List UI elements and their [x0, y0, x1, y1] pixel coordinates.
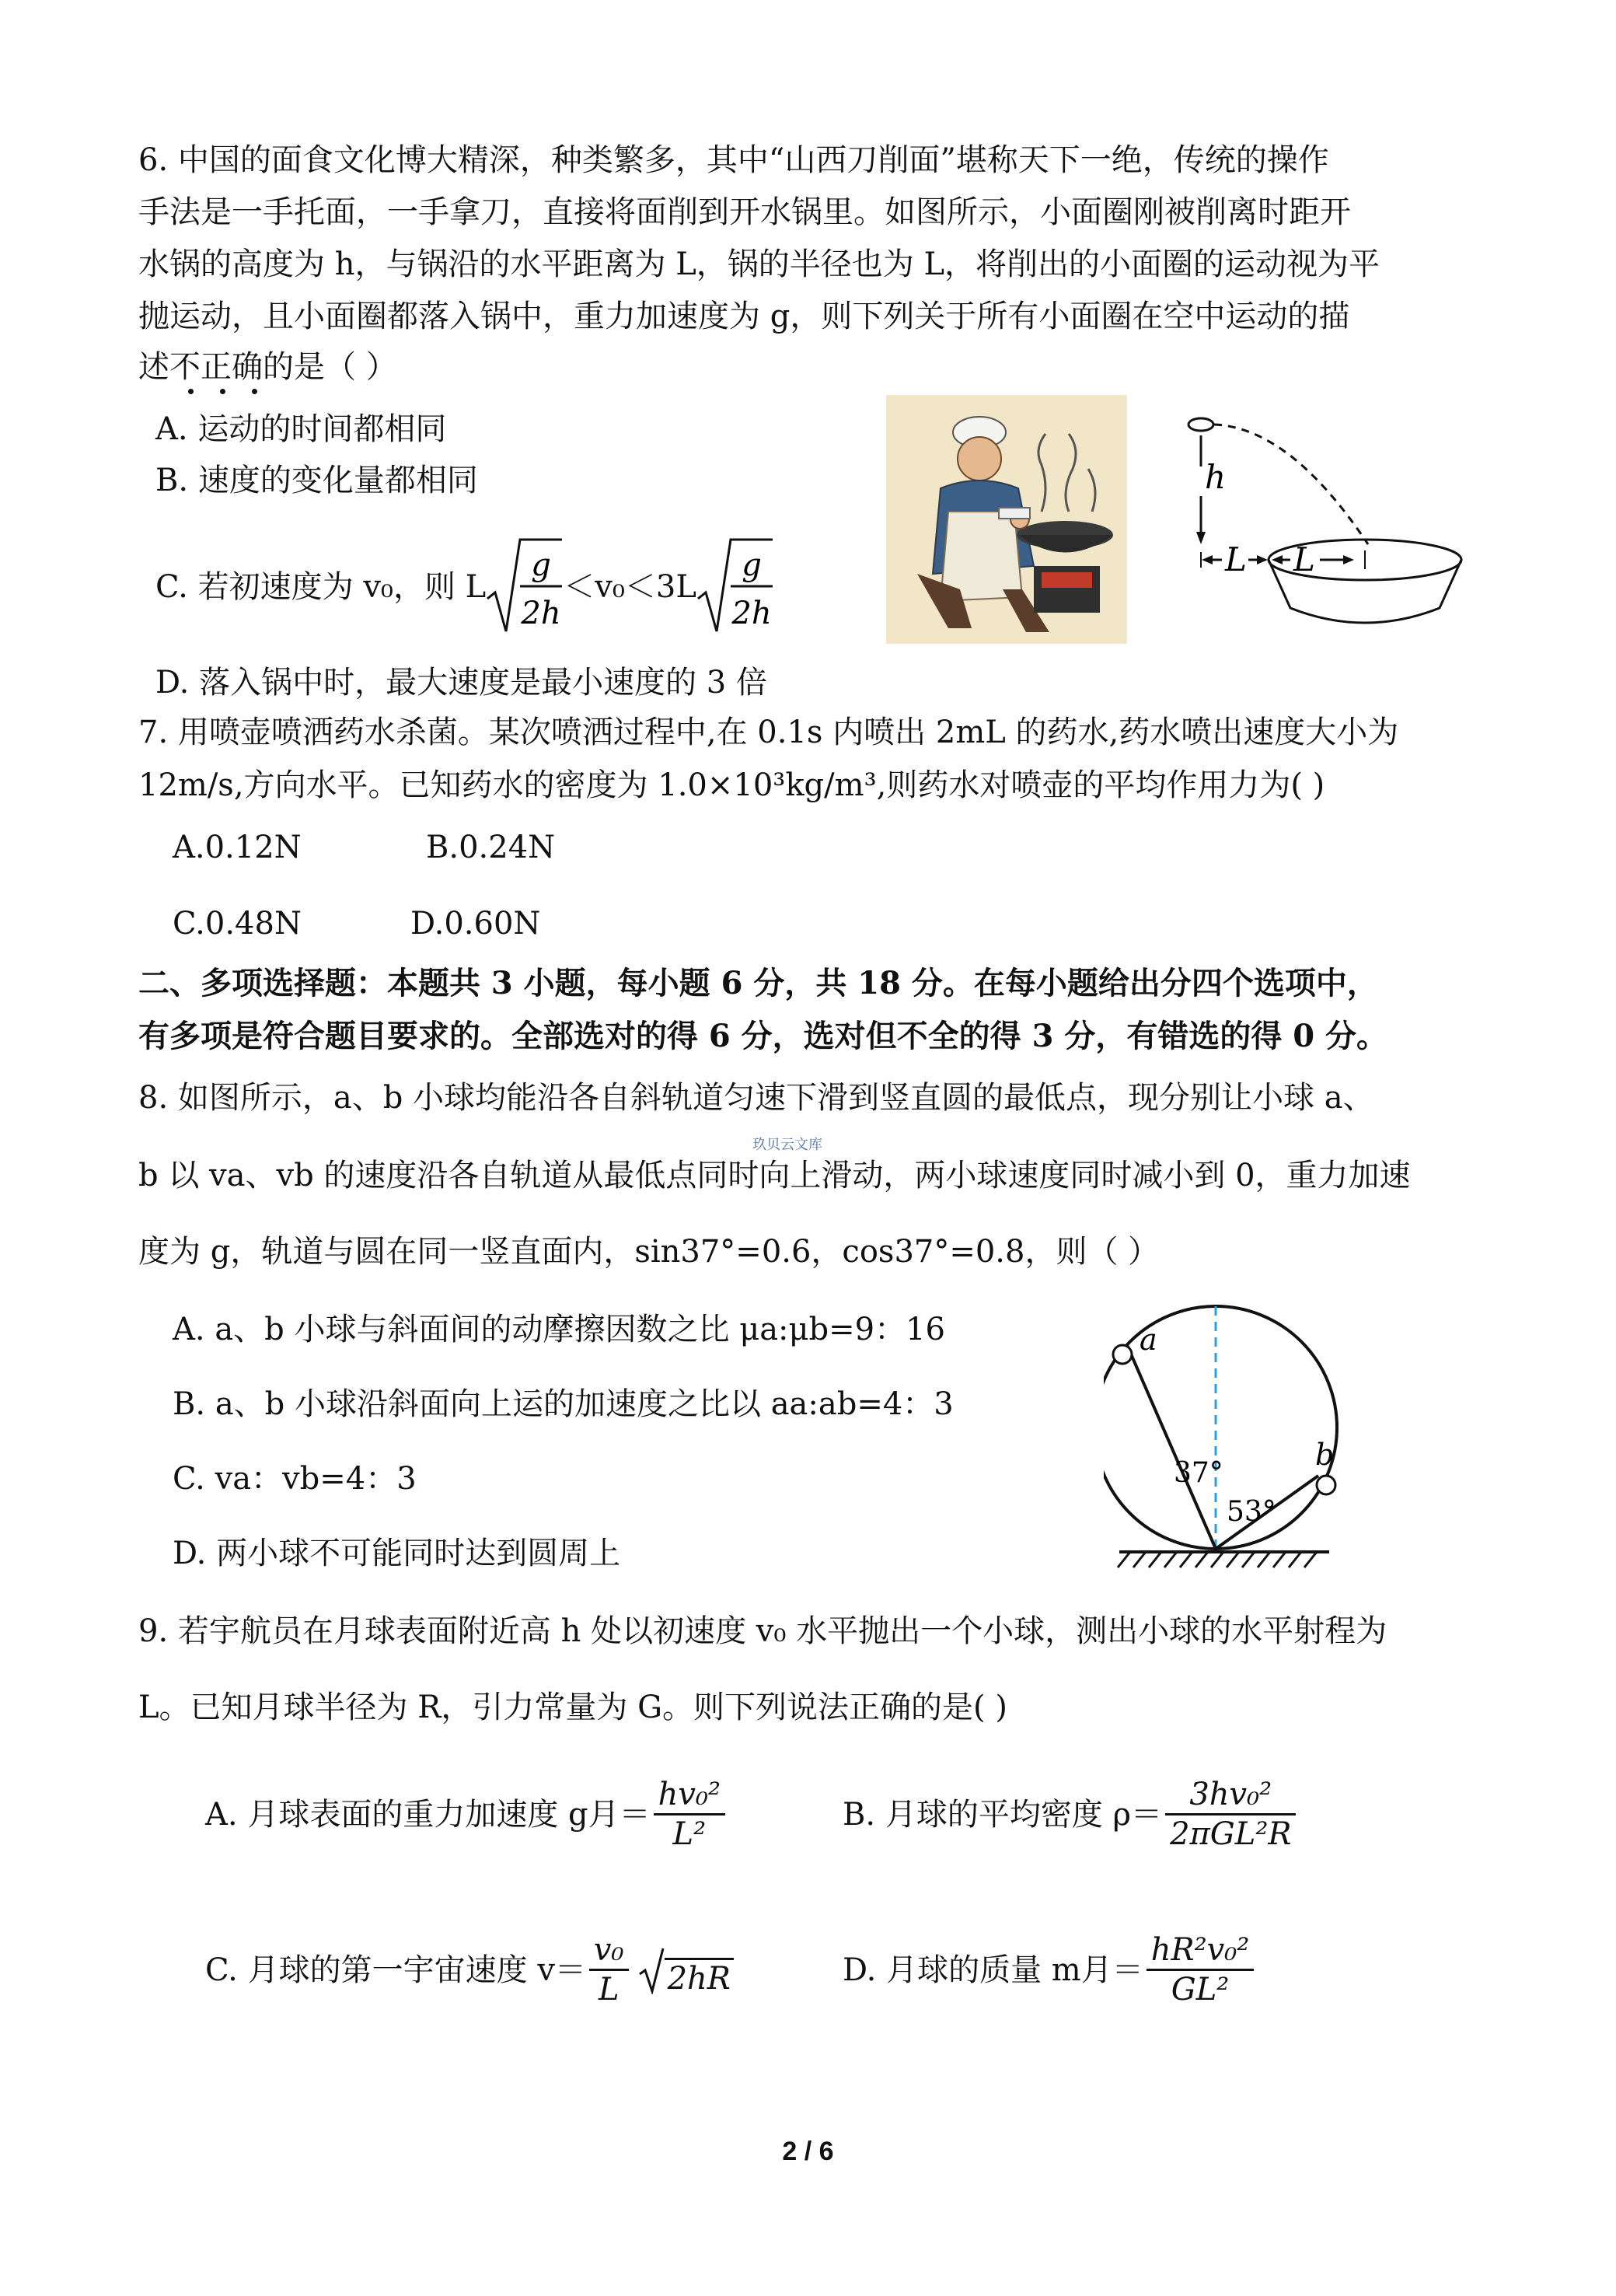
- fraction-denominator: L²: [672, 1816, 707, 1852]
- q8-line-1: 8. 如图所示，a、b 小球均能沿各自斜轨道匀速下滑到竖直圆的最低点，现分别让小球 a、: [138, 1080, 1374, 1116]
- emphasis-dot: [188, 389, 194, 394]
- q9-option-c-prefix: C. 月球的第一宇宙速度 v＝: [205, 1952, 586, 1988]
- sqrt-sign-icon: [696, 536, 774, 638]
- q9-option-b: [843, 1779, 1299, 1850]
- fraction-denominator: GL²: [1171, 1972, 1230, 2008]
- q8-line-2: b 以 va、vb 的速度沿各自轨道从最低点同时向上滑动，两小球速度同时减小到 0，重力加速: [138, 1158, 1411, 1193]
- q6-option-b: B. 速度的变化量都相同: [155, 463, 478, 498]
- q7-option-c: C.0.48N: [173, 906, 302, 942]
- fraction: [1147, 1932, 1255, 2008]
- noodle-chef-illustration: [886, 395, 1127, 644]
- page-number: 2 / 6: [782, 2137, 834, 2166]
- q9-line-2: L。已知月球半径为 R，引力常量为 G。则下列说法正确的是( ): [138, 1690, 1007, 1725]
- q6-option-d: D. 落入锅中时，最大速度是最小速度的 3 倍: [155, 665, 767, 701]
- fraction-numerator: hv₀²: [654, 1779, 725, 1815]
- section2-line-1: 二、多项选择题：本题共 3 小题，每小题 6 分，共 18 分。在每小题给出分四个选项中，: [138, 965, 1378, 1001]
- q9-option-a-prefix: A. 月球表面的重力加速度 g月＝: [205, 1796, 651, 1833]
- q9-option-d-prefix: D. 月球的质量 m月＝: [843, 1952, 1143, 1988]
- sqrt-sign-icon: [638, 1946, 665, 1994]
- section2-line-2: 有多项是符合题目要求的。全部选对的得 6 分，选对但不全的得 3 分，有错选的得 0 分。: [138, 1018, 1388, 1054]
- q9-option-b-prefix: B. 月球的平均密度 ρ＝: [843, 1796, 1163, 1833]
- q8-option-a: A. a、b 小球与斜面间的动摩擦因数之比 μa:μb=9：16: [173, 1312, 945, 1347]
- frac-num: g: [742, 547, 762, 583]
- ball-a-label: a: [1140, 1323, 1157, 1357]
- q6-line-4: 抛运动，且小面圈都落入锅中，重力加速度为 g，则下列关于所有小面圈在空中运动的描: [138, 299, 1350, 334]
- q9-option-d: [843, 1932, 1257, 2008]
- frac-den: 2h: [521, 596, 561, 631]
- sqrt-expression: [486, 536, 564, 638]
- q7-line-1: 7. 用喷壶喷洒药水杀菌。某次喷洒过程中,在 0.1s 内喷出 2mL 的药水,药水喷出速度大小为: [138, 715, 1399, 750]
- angle-53-label: 53°: [1227, 1496, 1276, 1528]
- q7-option-a: A.0.12N: [173, 830, 302, 865]
- q6-option-c: [155, 536, 774, 638]
- fraction-numerator: 3hv₀²: [1165, 1779, 1296, 1815]
- L-label-1: L: [1225, 540, 1247, 578]
- fraction: [654, 1779, 725, 1850]
- q6-option-c-prefix: C. 若初速度为 v₀，则 L: [155, 569, 487, 605]
- sqrt-radicand: 2hR: [665, 1958, 734, 1994]
- fraction-denominator: L: [598, 1972, 620, 2008]
- sqrt-sign-icon: [486, 536, 564, 638]
- q9-option-a: [205, 1779, 728, 1850]
- q6-option-a: A. 运动的时间都相同: [155, 411, 447, 447]
- q8-option-d: D. 两小球不可能同时达到圆周上: [173, 1536, 621, 1571]
- emphasis-dot: [252, 389, 257, 394]
- sqrt-expression: [696, 536, 774, 638]
- q7-option-d: D.0.60N: [410, 906, 541, 942]
- q9-option-c: [205, 1932, 734, 2008]
- fraction-numerator: v₀: [589, 1934, 629, 1971]
- q8-line-3: 度为 g，轨道与圆在同一竖直面内，sin37°=0.6，cos37°=0.8，则（ ）: [138, 1234, 1160, 1270]
- h-label: h: [1205, 458, 1227, 496]
- q9-line-1: 9. 若宇航员在月球表面附近高 h 处以初速度 v₀ 水平抛出一个小球，测出小球的水平射程为: [138, 1613, 1387, 1649]
- frac-num: g: [531, 547, 552, 583]
- projectile-pot-diagram: [1174, 404, 1469, 638]
- fraction: [1165, 1779, 1296, 1850]
- ball-b-label: b: [1315, 1438, 1335, 1472]
- watermark-logo: 玖贝云文库: [752, 1137, 822, 1153]
- q6-line-5: 述不正确的是（ ）: [138, 349, 397, 385]
- q7-line-2: 12m/s,方向水平。已知药水的密度为 1.0×10³kg/m³,则药水对喷壶的平均作用力为( ): [138, 767, 1325, 803]
- fraction-numerator: hR²v₀²: [1147, 1934, 1255, 1971]
- q6-line-2: 手法是一手托面，一手拿刀，直接将面削到开水锅里。如图所示，小面圈刚被削离时距开: [138, 194, 1351, 230]
- fraction-denominator: 2πGL²R: [1170, 1816, 1292, 1852]
- q7-option-b: B.0.24N: [426, 830, 556, 865]
- L-label-2: L: [1293, 540, 1315, 578]
- emphasis-dot: [220, 389, 225, 394]
- q8-option-c: C. va：vb=4：3: [173, 1461, 417, 1497]
- frac-den: 2h: [731, 596, 772, 631]
- sqrt-expression: [638, 1946, 734, 1997]
- q6-line-3: 水锅的高度为 h，与锅沿的水平距离为 L，锅的半径也为 L，将削出的小面圈的运动视为平: [138, 246, 1380, 282]
- q6-line-1: 6. 中国的面食文化博大精深，种类繁多，其中“山西刀削面”堪称天下一绝，传统的操作: [138, 142, 1329, 178]
- q8-option-b: B. a、b 小球沿斜面向上运的加速度之比以 aa:ab=4：3: [173, 1386, 954, 1422]
- fraction: [589, 1932, 629, 2008]
- angle-37-label: 37°: [1174, 1457, 1223, 1489]
- circle-incline-diagram: [1104, 1275, 1391, 1586]
- q6-option-c-mid: ＜v₀＜3L: [564, 569, 696, 605]
